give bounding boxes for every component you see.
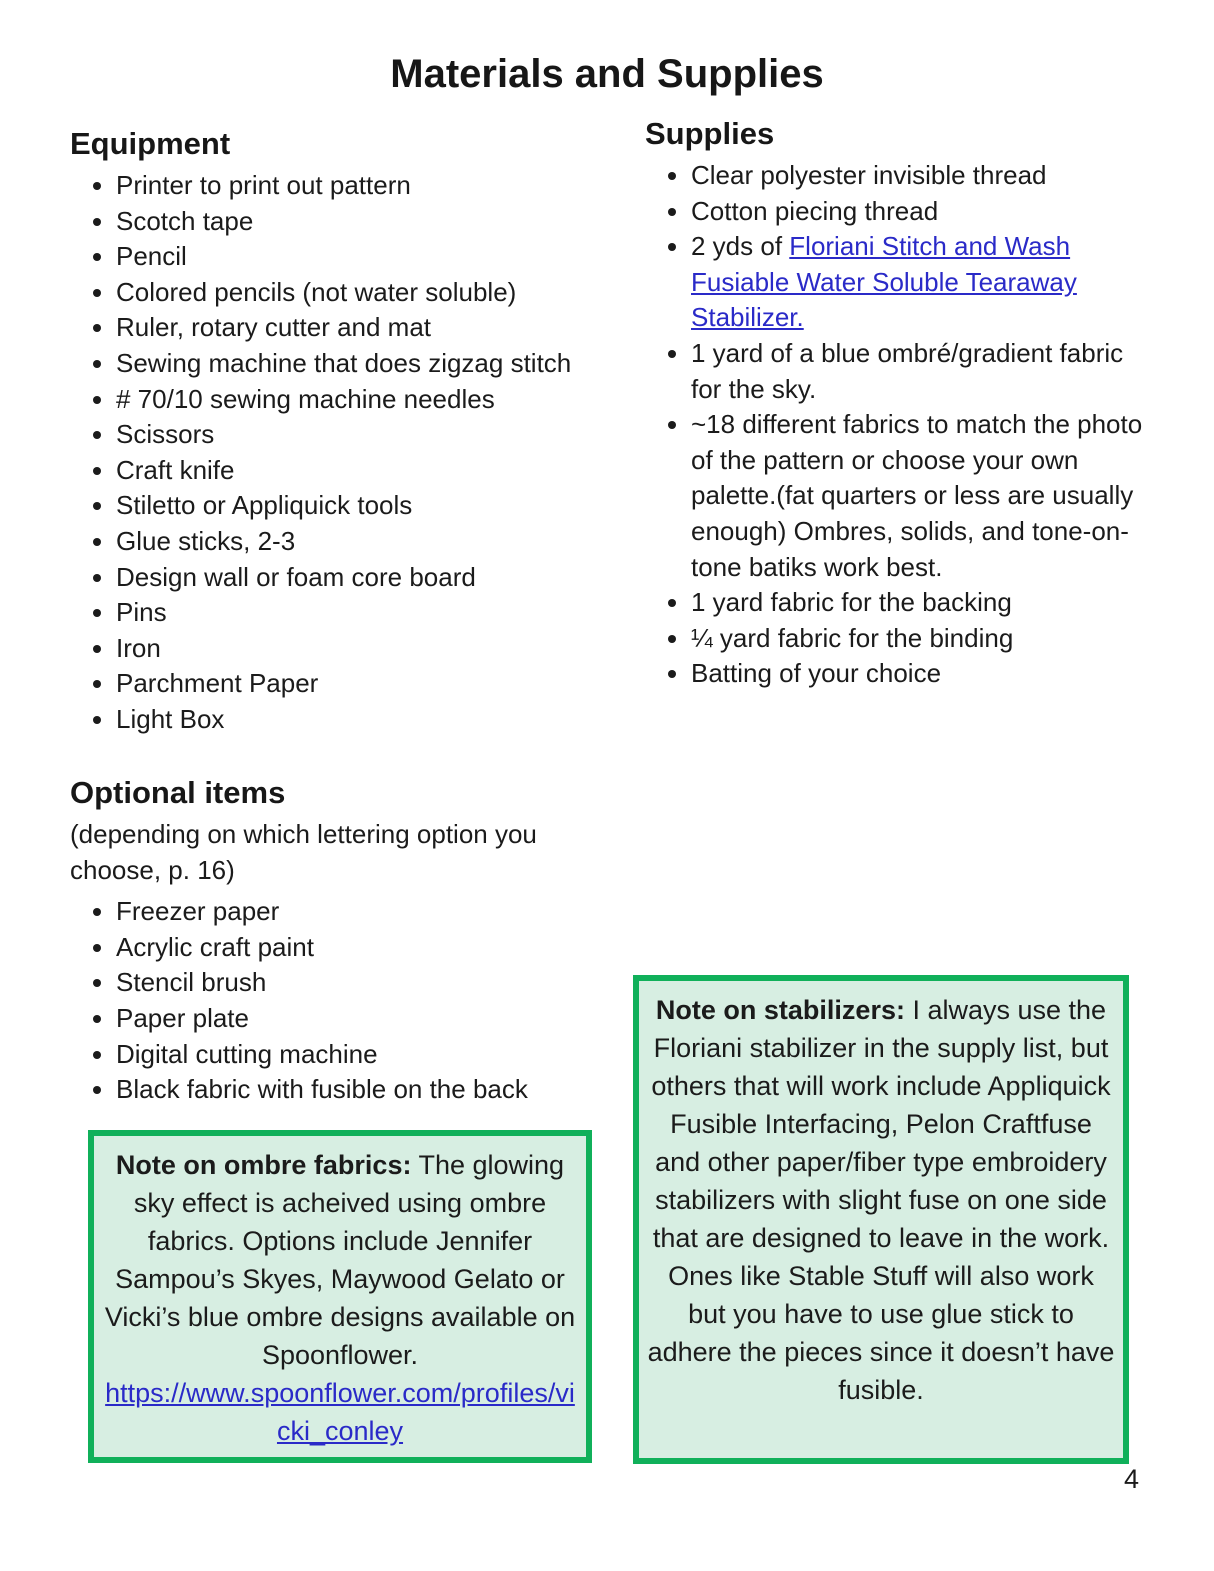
list-item: • Design wall or foam core board — [116, 560, 618, 596]
list-item-text: 1 yard fabric for the backing — [691, 587, 1012, 618]
list-item — [691, 656, 1145, 692]
list-item: • Black fabric with fusible on the back — [116, 1072, 618, 1108]
list-item-text: Cotton piecing thread — [691, 195, 939, 226]
list-item: • Stiletto or Appliquick tools — [116, 488, 618, 524]
note-stabilizers-box — [633, 975, 1129, 1464]
list-item: • Scotch tape — [116, 204, 618, 240]
optional-items-intro: (depending on which lettering option you choose, p. 16) — [70, 819, 537, 885]
list-item: • Scissors — [116, 417, 618, 453]
list-item — [691, 585, 1145, 621]
list-item — [691, 194, 1145, 230]
list-item: • Sewing machine that does zigzag stitch — [116, 346, 618, 382]
page-title: Materials and Supplies — [390, 52, 824, 96]
list-item: • Glue sticks, 2-3 — [116, 524, 618, 560]
list-item: • # 70/10 sewing machine needles — [116, 382, 618, 418]
list-item: • Stencil brush — [116, 965, 618, 1001]
list-item: • Parchment Paper — [116, 666, 618, 702]
note-body-text: I always use the Floriani stabilizer in the supply list, but others that will work include Appliquick Fusible Interfacing, Pelon Craftfuse and other paper/fiber type embroidery stabilizers with slight fuse on one side that are designed to leave in the work. Ones like Stable Stuff will also work but you have to use glue stick to adhere the pieces since it doesn’t have fusible. — [647, 995, 1115, 1405]
list-item: • Freezer paper — [116, 894, 618, 930]
equipment-section — [70, 126, 618, 738]
spoonflower-profile-link[interactable]: https://www.spoonflower.com/profiles/vicki_conley — [105, 1378, 575, 1446]
note-ombre-fabrics-box — [88, 1130, 592, 1463]
list-item: • Craft knife — [116, 453, 618, 489]
list-item — [691, 407, 1145, 585]
optional-items-list — [70, 894, 618, 1108]
list-item: • Light Box — [116, 702, 618, 738]
optional-items-heading: Optional items — [70, 775, 286, 810]
list-item: • Paper plate — [116, 1001, 618, 1037]
page-number: 4 — [1124, 1464, 1140, 1494]
list-item — [691, 229, 1145, 336]
optional-items-section — [70, 775, 618, 1108]
list-item: • Ruler, rotary cutter and mat — [116, 310, 618, 346]
list-item-text: Batting of your choice — [691, 658, 942, 689]
supplies-list — [645, 158, 1145, 692]
supplies-section — [645, 116, 1145, 692]
list-item — [691, 336, 1145, 407]
list-item-text: 1 yard of a blue ombré/gradient fabric for the sky. — [691, 337, 1124, 404]
list-item-text: 2 yds of — [691, 231, 790, 262]
equipment-heading: Equipment — [70, 126, 231, 161]
list-item-text: ¼ yard fabric for the binding — [691, 622, 1014, 653]
list-item: • Printer to print out pattern — [116, 168, 618, 204]
list-item: • Pencil — [116, 239, 618, 275]
list-item — [691, 158, 1145, 194]
note-lead-text: Note on ombre fabrics: — [115, 1150, 412, 1180]
list-item: • Acrylic craft paint — [116, 930, 618, 966]
note-lead-text: Note on stabilizers: — [655, 995, 905, 1025]
list-item-text: ~18 different fabrics to match the photo of the pattern or choose your own palette.(fat quarters or less are usually enough) Ombres, solids, and tone-on-tone batiks work best. — [691, 409, 1143, 582]
list-item: • Digital cutting machine — [116, 1037, 618, 1073]
note-body-text: The glowing sky effect is acheived using ombre fabrics. Options include Jennifer Sampou’s Skyes, Maywood Gelato or Vicki’s blue ombre designs available on Spoonflower. — [104, 1150, 576, 1370]
list-item: • Colored pencils (not water soluble) — [116, 275, 618, 311]
supplies-heading: Supplies — [645, 116, 775, 151]
list-item — [691, 621, 1145, 657]
list-item-text: Clear polyester invisible thread — [691, 160, 1047, 190]
floriani-stabilizer-link[interactable]: Floriani Stitch and Wash Fusiable Water Soluble Tearaway Stabilizer. — [691, 231, 1077, 333]
list-item: • Pins — [116, 595, 618, 631]
list-item: • Iron — [116, 631, 618, 667]
equipment-list — [70, 168, 618, 738]
